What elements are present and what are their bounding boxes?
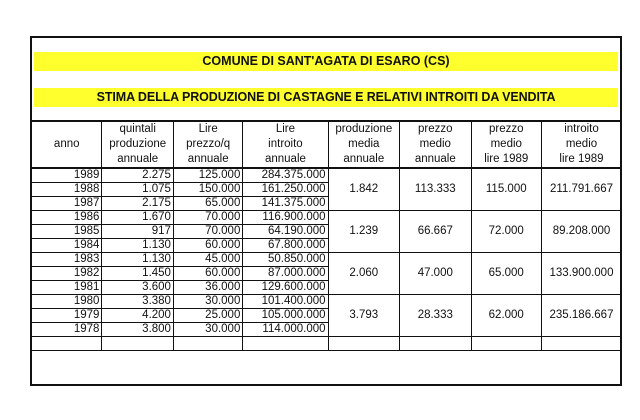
table-row <box>32 168 622 183</box>
prezzo-cell: 36.000 <box>173 281 242 295</box>
quintali-cell: 3.380 <box>102 295 174 309</box>
col-header-cell <box>32 152 102 168</box>
col-header-cell: annuale <box>173 152 242 168</box>
introito-cell: 64.190.000 <box>243 225 328 239</box>
col-header-cell: medio <box>471 137 541 152</box>
introito-medio-cell: 235.186.667 <box>541 295 621 337</box>
prezzo-1989-cell: 115.000 <box>471 168 541 211</box>
prezzo-cell: 60.000 <box>173 267 242 281</box>
col-header-cell: lire 1989 <box>471 152 541 168</box>
quintali-cell: 1.450 <box>102 267 174 281</box>
empty-row <box>32 337 622 351</box>
col-header-cell: medio <box>400 137 472 152</box>
col-header-cell: introito <box>541 121 621 137</box>
prezzo-medio-cell: 28.333 <box>400 295 472 337</box>
produzione-media-cell: 1.842 <box>328 168 400 211</box>
anno-cell: 1988 <box>32 183 102 197</box>
col-header-cell: prezzo/q <box>173 137 242 152</box>
prezzo-medio-cell: 47.000 <box>400 253 472 295</box>
prezzo-medio-cell: 66.667 <box>400 211 472 253</box>
anno-cell: 1987 <box>32 197 102 211</box>
quintali-cell: 1.670 <box>102 211 174 225</box>
quintali-cell: 3.600 <box>102 281 174 295</box>
prezzo-1989-cell: 62.000 <box>471 295 541 337</box>
introito-cell: 87.000.000 <box>243 267 328 281</box>
empty-cell <box>173 337 242 351</box>
anno-cell: 1982 <box>32 267 102 281</box>
empty-cell <box>102 337 174 351</box>
prezzo-1989-cell: 72.000 <box>471 211 541 253</box>
col-header-cell: quintali <box>102 121 174 137</box>
introito-cell: 141.375.000 <box>243 197 328 211</box>
header-row <box>32 137 622 152</box>
col-header-cell: lire 1989 <box>541 152 621 168</box>
anno-cell: 1983 <box>32 253 102 267</box>
anno-cell: 1980 <box>32 295 102 309</box>
production-table <box>31 120 622 351</box>
introito-cell: 114.000.000 <box>243 323 328 337</box>
col-header-cell: annuale <box>102 152 174 168</box>
produzione-media-cell: 3.793 <box>328 295 400 337</box>
col-header-cell: prezzo <box>400 121 472 137</box>
anno-cell: 1984 <box>32 239 102 253</box>
prezzo-cell: 70.000 <box>173 211 242 225</box>
col-header-cell: annuale <box>243 152 328 168</box>
introito-cell: 129.600.000 <box>243 281 328 295</box>
col-header-cell: prezzo <box>471 121 541 137</box>
anno-cell: 1989 <box>32 168 102 183</box>
col-header-cell: produzione <box>328 121 400 137</box>
introito-cell: 161.250.000 <box>243 183 328 197</box>
col-header-cell: annuale <box>400 152 472 168</box>
empty-cell <box>32 337 102 351</box>
produzione-media-cell: 1.239 <box>328 211 400 253</box>
document-subtitle: STIMA DELLA PRODUZIONE DI CASTAGNE E RELATIVI INTROITI DA VENDITA <box>96 90 556 104</box>
table-row <box>32 295 622 309</box>
anno-cell: 1986 <box>32 211 102 225</box>
prezzo-cell: 125.000 <box>173 168 242 183</box>
prezzo-cell: 150.000 <box>173 183 242 197</box>
col-header-cell: medio <box>541 137 621 152</box>
prezzo-1989-cell: 65.000 <box>471 253 541 295</box>
empty-cell <box>541 337 621 351</box>
prezzo-medio-cell: 113.333 <box>400 168 472 211</box>
col-header-cell: anno <box>32 137 102 152</box>
anno-cell: 1981 <box>32 281 102 295</box>
introito-cell: 50.850.000 <box>243 253 328 267</box>
quintali-cell: 4.200 <box>102 309 174 323</box>
col-header-cell: produzione <box>102 137 174 152</box>
introito-cell: 284.375.000 <box>243 168 328 183</box>
produzione-media-cell: 2.060 <box>328 253 400 295</box>
quintali-cell: 2.175 <box>102 197 174 211</box>
introito-medio-cell: 89.208.000 <box>541 211 621 253</box>
empty-cell <box>328 337 400 351</box>
quintali-cell: 1.130 <box>102 253 174 267</box>
introito-medio-cell: 211.791.667 <box>541 168 621 211</box>
col-header-cell: annuale <box>328 152 400 168</box>
col-header-cell <box>32 121 102 137</box>
prezzo-cell: 70.000 <box>173 225 242 239</box>
quintali-cell: 917 <box>102 225 174 239</box>
title-band <box>34 52 618 71</box>
header-row <box>32 121 622 137</box>
prezzo-cell: 30.000 <box>173 295 242 309</box>
introito-cell: 105.000.000 <box>243 309 328 323</box>
col-header-cell: introito <box>243 137 328 152</box>
prezzo-cell: 25.000 <box>173 309 242 323</box>
introito-cell: 116.900.000 <box>243 211 328 225</box>
introito-cell: 67.800.000 <box>243 239 328 253</box>
col-header-cell: Lire <box>173 121 242 137</box>
document-title: COMUNE DI SANT'AGATA DI ESARO (CS) <box>202 54 450 68</box>
subtitle-band <box>34 88 618 107</box>
prezzo-cell: 45.000 <box>173 253 242 267</box>
quintali-cell: 2.275 <box>102 168 174 183</box>
prezzo-cell: 65.000 <box>173 197 242 211</box>
table-row <box>32 253 622 267</box>
header-row <box>32 152 622 168</box>
introito-medio-cell: 133.900.000 <box>541 253 621 295</box>
empty-cell <box>400 337 472 351</box>
prezzo-cell: 60.000 <box>173 239 242 253</box>
quintali-cell: 1.130 <box>102 239 174 253</box>
anno-cell: 1985 <box>32 225 102 239</box>
empty-cell <box>471 337 541 351</box>
quintali-cell: 1.075 <box>102 183 174 197</box>
table-row <box>32 211 622 225</box>
col-header-cell: Lire <box>243 121 328 137</box>
anno-cell: 1978 <box>32 323 102 337</box>
prezzo-cell: 30.000 <box>173 323 242 337</box>
quintali-cell: 3.800 <box>102 323 174 337</box>
spreadsheet-sheet <box>30 36 622 386</box>
col-header-cell: media <box>328 137 400 152</box>
anno-cell: 1979 <box>32 309 102 323</box>
introito-cell: 101.400.000 <box>243 295 328 309</box>
empty-cell <box>243 337 328 351</box>
